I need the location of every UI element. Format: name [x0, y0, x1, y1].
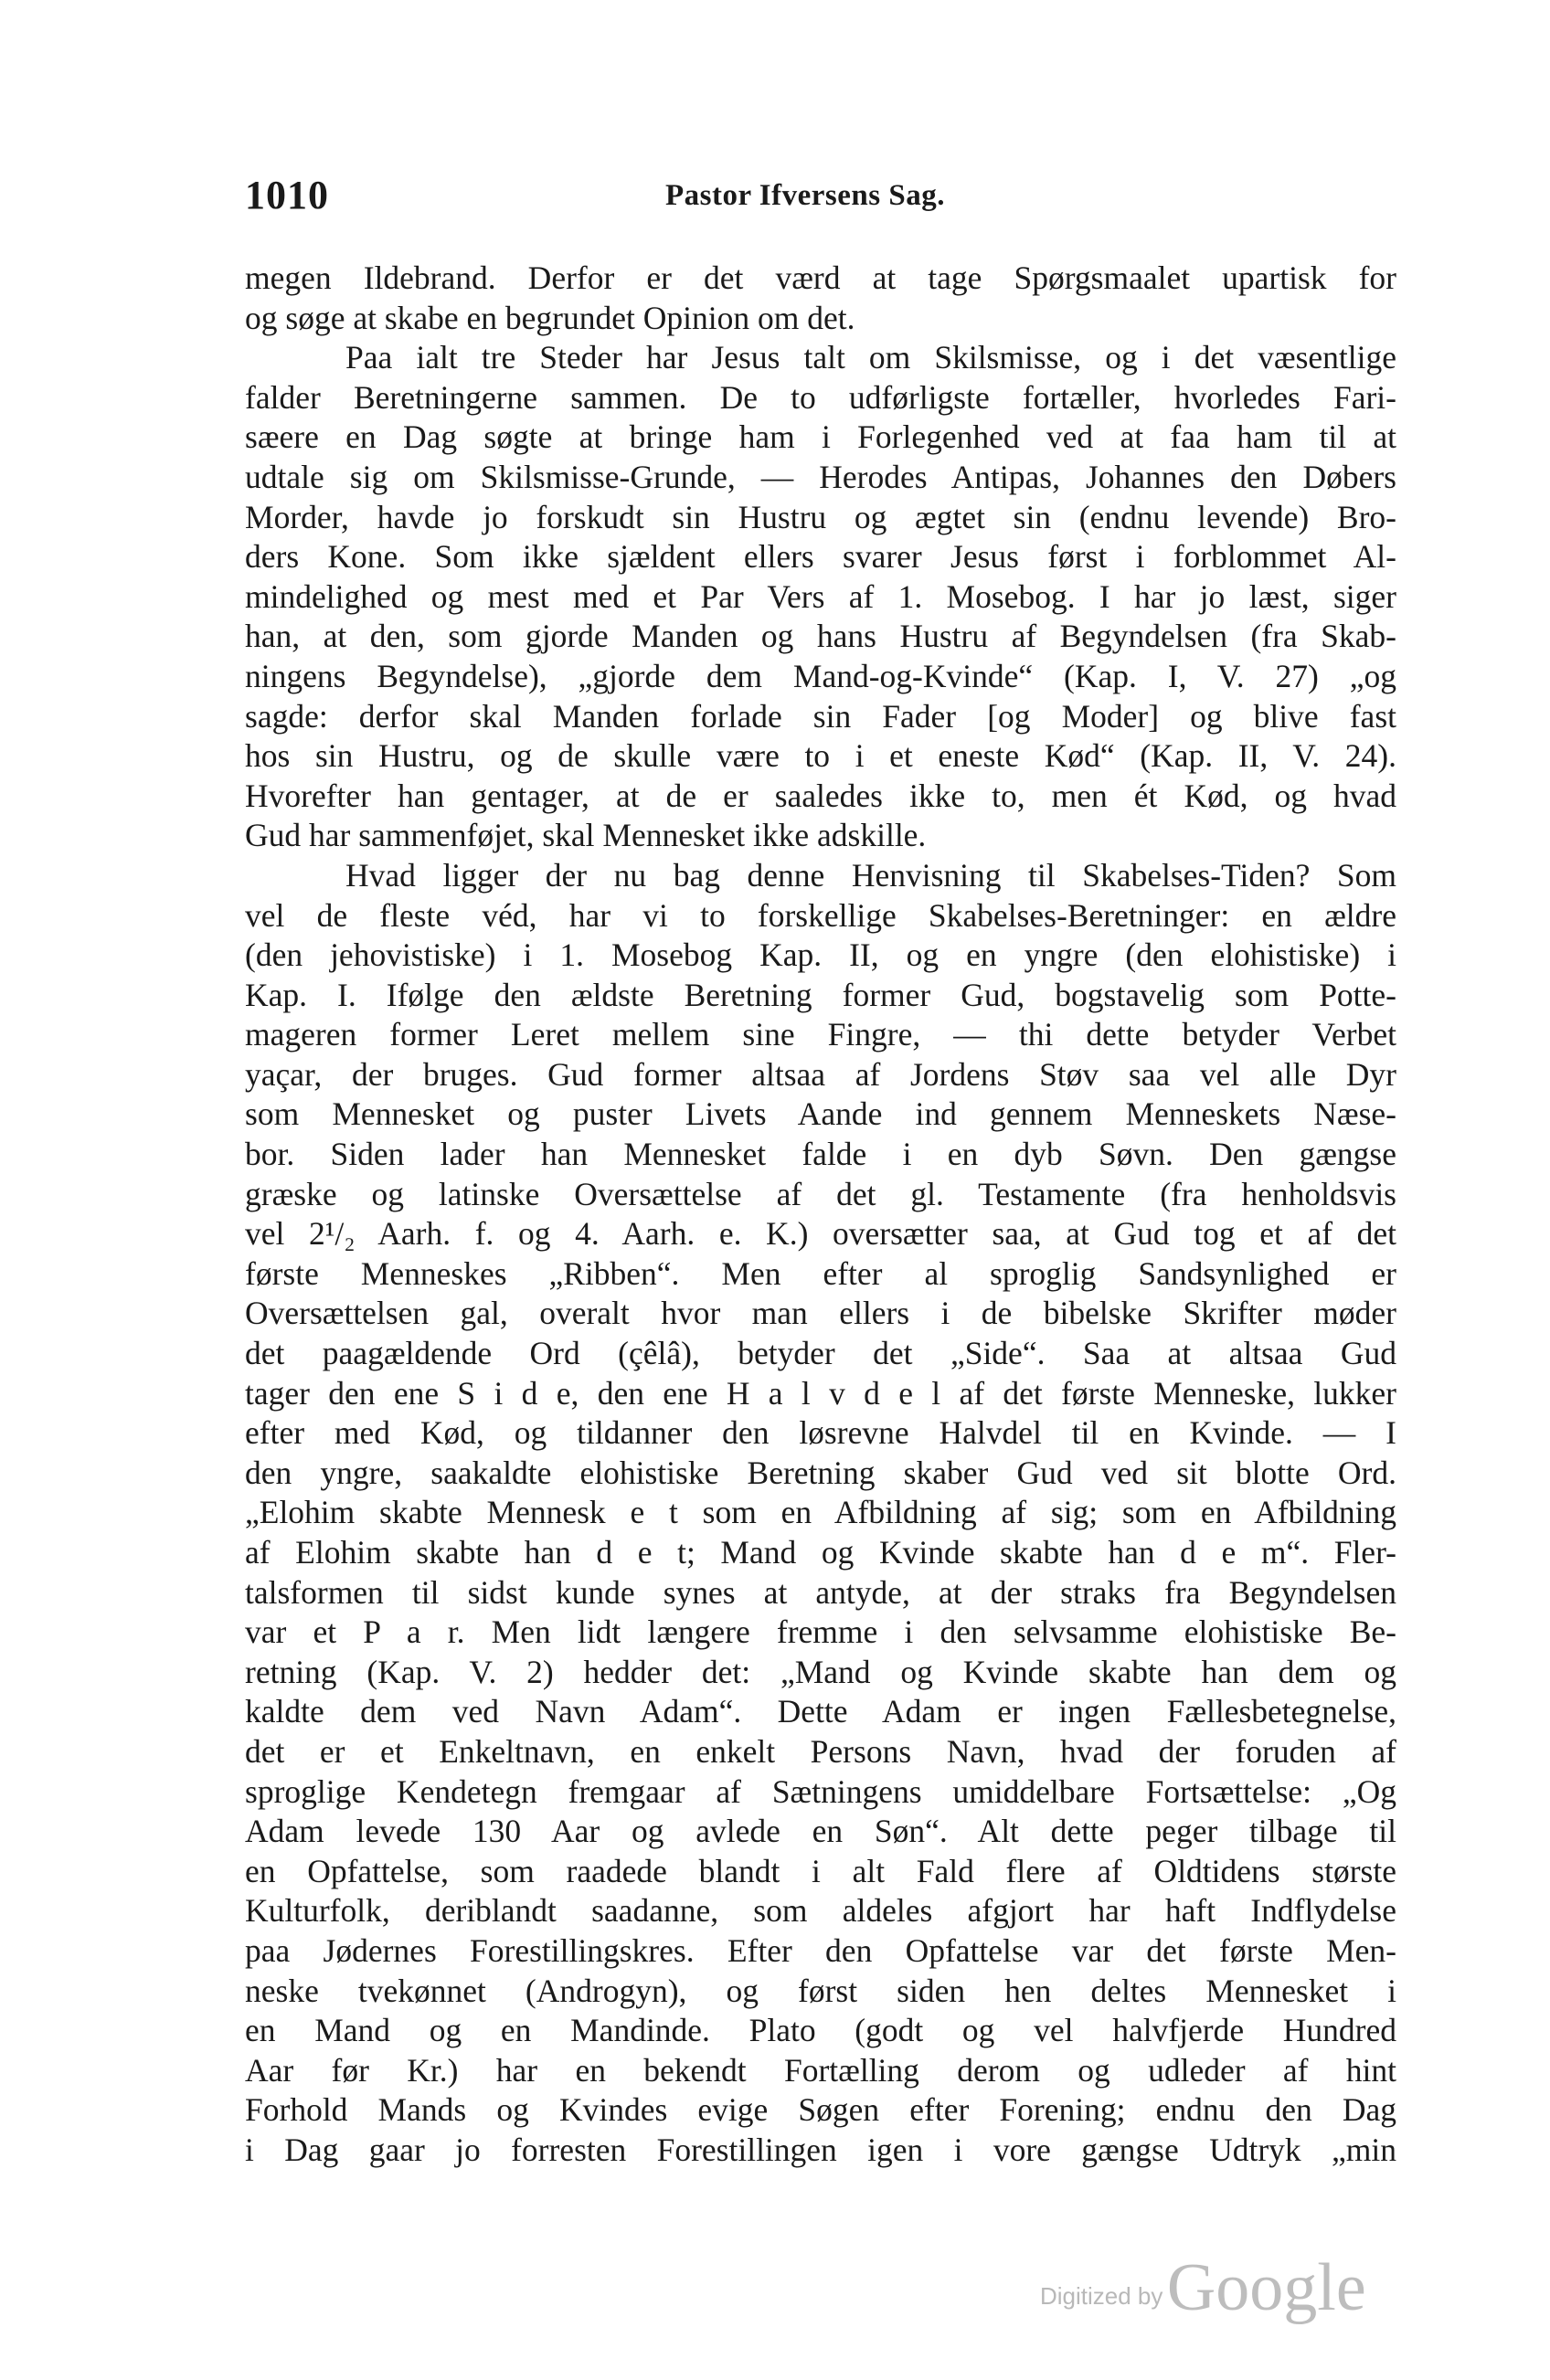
text-line: i Dag gaar jo forresten Forestillingen igen i vore gængse Udtryk „min	[245, 2131, 1396, 2168]
text-line: retning (Kap. V. 2) hedder det: „Mand og Kvinde skabte han dem og	[245, 1653, 1396, 1690]
text-line: paa Jødernes Forestillingskres. Efter den Opfattelse var det første Men-	[245, 1931, 1396, 1969]
text-line: Hvorefter han gentager, at de er saaledes ikke to, men ét Kød, og hvad	[245, 777, 1396, 814]
text-line: sagde: derfor skal Manden forlade sin Fader [og Moder] og blive fast	[245, 697, 1396, 735]
text-line: Paa ialt tre Steder har Jesus talt om Skilsmisse, og i det væsentlige	[345, 339, 1396, 376]
text-line: en Opfattelse, som raadede blandt i alt Fald flere af Oldtidens største	[245, 1852, 1396, 1889]
text-line: (den jehovistiske) i 1. Mosebog Kap. II, og en yngre (den elohistiske) i	[245, 936, 1396, 974]
text-line: yaçar, der bruges. Gud former altsaa af Jordens Støv saa vel alle Dyr	[245, 1055, 1396, 1093]
text-line: bor. Siden lader han Mennesket falde i en dyb Søvn. Den gængse	[245, 1136, 1396, 1173]
text-line: Kap. I. Ifølge den ældste Beretning former Gud, bogstavelig som Potte-	[245, 976, 1396, 1013]
text-line: han, at den, som gjorde Manden og hans Hustru af Begyndelsen (fra Skab-	[245, 618, 1396, 655]
text-line: Aar før Kr.) har en bekendt Fortælling derom og udleder af hint	[245, 2051, 1396, 2089]
text-line: hos sin Hustru, og de skulle være to i et eneste Kød“ (Kap. II, V. 24).	[245, 737, 1396, 775]
body-text	[245, 259, 1396, 2171]
text-line: kaldte dem ved Navn Adam“. Dette Adam er ingen Fællesbetegnelse,	[245, 1693, 1396, 1730]
text-line: Kulturfolk, deriblandt saadanne, som aldeles afgjort har haft Indflydelse	[245, 1892, 1396, 1930]
running-head: Pastor Ifversens Sag.	[665, 179, 945, 212]
page-number: 1010	[245, 173, 329, 217]
text-line: Forhold Mands og Kvindes evige Søgen efter Forening; endnu den Dag	[245, 2091, 1396, 2129]
google-logo: Google	[1166, 2250, 1366, 2325]
digitized-watermark	[1040, 2249, 1366, 2327]
text-line: „Elohim skabte Mennesk e t som en Afbildning af sig; som en Afbildning	[245, 1494, 1396, 1531]
text-line: udtale sig om Skilsmisse-Grunde, — Herodes Antipas, Johannes den Døbers	[245, 458, 1396, 495]
text-line: tager den ene S i d e, den ene H a l v d e l af det første Menneske, lukker	[245, 1374, 1396, 1412]
text-line: som Mennesket og puster Livets Aande ind gennem Menneskets Næse-	[245, 1095, 1396, 1133]
text-line: Gud har sammenføjet, skal Mennesket ikke adskille.	[245, 817, 927, 854]
text-line: mageren former Leret mellem sine Fingre, — thi dette betyder Verbet	[245, 1016, 1396, 1053]
text-line: efter med Kød, og tildanner den løsrevne Halvdel til en Kvinde. — I	[245, 1414, 1396, 1452]
text-line: og søge at skabe en begrundet Opinion om det.	[245, 299, 855, 336]
text-line: Oversættelsen gal, overalt hvor man ellers i de bibelske Skrifter møder	[245, 1295, 1396, 1332]
text-line: Hvad ligger der nu bag denne Henvisning til Skabelses-Tiden? Som	[345, 856, 1396, 894]
watermark-prefix: Digitized by	[1040, 2282, 1163, 2310]
text-line: græske og latinske Oversættelse af det gl. Testamente (fra henholdsvis	[245, 1175, 1396, 1212]
text-line: det paagældende Ord (çêlâ), betyder det „Side“. Saa at altsaa Gud	[245, 1335, 1396, 1372]
text-line: falder Beretningerne sammen. De to udførligste fortæller, hvorledes Fari-	[245, 378, 1396, 416]
text-line: vel 2¹/₂ Aarh. f. og 4. Aarh. e. K.) oversætter saa, at Gud tog et af det	[245, 1215, 1396, 1253]
text-line: neske tvekønnet (Androgyn), og først siden hen deltes Mennesket i	[245, 1972, 1396, 2009]
text-line: megen Ildebrand. Derfor er det værd at tage Spørgsmaalet upartisk for	[245, 259, 1396, 296]
text-line: ders Kone. Som ikke sjældent ellers svarer Jesus først i forblommet Al-	[245, 538, 1396, 576]
text-line: Adam levede 130 Aar og avlede en Søn“. Alt dette peger tilbage til	[245, 1813, 1396, 1850]
text-line: Morder, havde jo forskudt sin Hustru og ægtet sin (endnu levende) Bro-	[245, 498, 1396, 535]
text-line: en Mand og en Mandinde. Plato (godt og vel halvfjerde Hundred	[245, 2012, 1396, 2049]
text-line: det er et Enkeltnavn, en enkelt Persons Navn, hvad der foruden af	[245, 1732, 1396, 1770]
text-line: mindelighed og mest med et Par Vers af 1. Mosebog. I har jo læst, siger	[245, 577, 1396, 615]
text-line: sæere en Dag søgte at bringe ham i Forlegenhed ved at faa ham til at	[245, 418, 1396, 456]
text-line: var et P a r. Men lidt længere fremme i den selvsamme elohistiske Be-	[245, 1613, 1396, 1651]
text-line: sproglige Kendetegn fremgaar af Sætningens umiddelbare Fortsættelse: „Og	[245, 1772, 1396, 1810]
text-line: første Menneskes „Ribben“. Men efter al sproglig Sandsynlighed er	[245, 1254, 1396, 1292]
text-line: talsformen til sidst kunde synes at antyde, at der straks fra Begyndelsen	[245, 1573, 1396, 1611]
text-line: af Elohim skabte han d e t; Mand og Kvinde skabte han d e m“. Fler-	[245, 1534, 1396, 1571]
page-header	[245, 172, 1396, 227]
text-line: ningens Begyndelse), „gjorde dem Mand-og-Kvinde“ (Kap. I, V. 27) „og	[245, 657, 1396, 694]
text-line: vel de fleste véd, har vi to forskellige Skabelses-Beretninger: en ældre	[245, 896, 1396, 934]
text-line: den yngre, saakaldte elohistiske Beretning skaber Gud ved sit blotte Ord.	[245, 1454, 1396, 1491]
